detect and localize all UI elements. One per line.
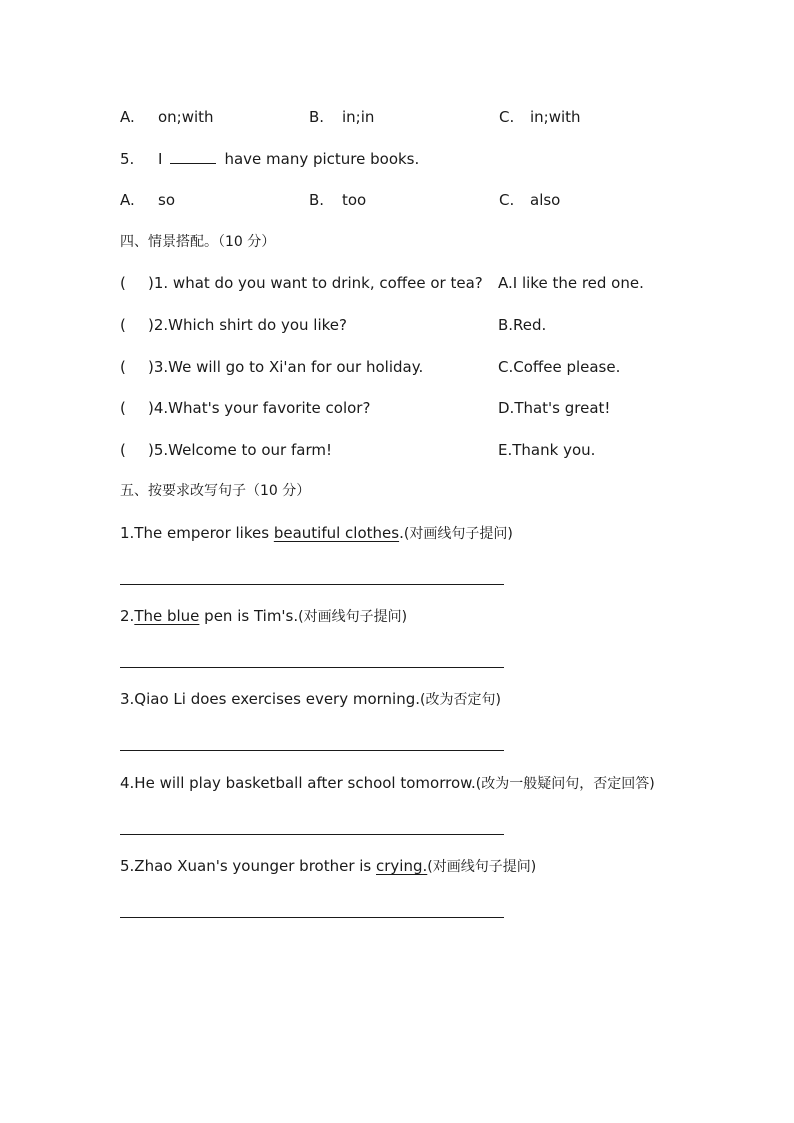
rewrite-item-4 [120, 773, 655, 794]
matching-question: )5.Welcome to our farm! [148, 441, 332, 459]
matching-item-3 [120, 357, 423, 377]
matching-answer-e: E.Thank you. [498, 441, 596, 459]
section-5-title: 五、按要求改写句子（10 分） [120, 483, 311, 499]
rewrite-item-5 [120, 856, 536, 877]
sentence-text: 3.Qiao Li does exercises every morning. [120, 690, 421, 708]
instruction-note: (改为否定句) [420, 692, 501, 708]
matching-question: )1. what do you want to drink, coffee or tea? [148, 274, 483, 292]
answer-line[interactable] [120, 584, 504, 585]
q4-option-b [309, 107, 374, 127]
q5-option-a [120, 190, 175, 210]
option-letter: A. [120, 108, 135, 126]
option-letter: B. [309, 108, 325, 126]
rewrite-item-1 [120, 523, 513, 544]
sentence-text: 2. [120, 607, 135, 625]
option-letter: C. [499, 108, 515, 126]
sentence-text: 1.The emperor likes [120, 524, 274, 542]
question-text-before: I [158, 150, 163, 168]
rewrite-item-2 [120, 606, 407, 627]
sentence-text: . [399, 524, 404, 542]
underlined-text: The blue [134, 607, 200, 625]
matching-answer-b: B.Red. [498, 316, 547, 334]
option-text: so [158, 191, 175, 209]
matching-answer-d: D.That's great! [498, 399, 611, 417]
q5-option-b [309, 190, 366, 210]
answer-paren[interactable]: ( [120, 441, 126, 459]
sentence-text: 5.Zhao Xuan's younger brother is [120, 857, 377, 875]
matching-item-5 [120, 440, 332, 460]
sentence-text: pen is Tim's. [199, 607, 299, 625]
answer-paren[interactable]: ( [120, 274, 126, 292]
option-text: also [530, 191, 561, 209]
underlined-text: crying. [376, 857, 428, 875]
question-number: 5. [120, 150, 135, 168]
option-text: in;with [530, 108, 581, 126]
sentence-text: 4.He will play basketball after school tomorrow. [120, 774, 476, 792]
answer-paren[interactable]: ( [120, 316, 126, 334]
q5-option-c [499, 190, 560, 210]
option-text: in;in [342, 108, 375, 126]
underlined-text: beautiful clothes [273, 524, 400, 542]
instruction-note: (对画线句子提问) [427, 859, 537, 875]
option-text: too [342, 191, 367, 209]
question-5 [120, 149, 419, 169]
q4-option-a [120, 107, 214, 127]
matching-item-1 [120, 273, 483, 293]
instruction-note: (改为一般疑问句，否定回答) [475, 776, 655, 792]
instruction-note: (对画线句子提问) [298, 609, 408, 625]
matching-answer-a: A.I like the red one. [498, 274, 644, 292]
matching-answer-c: C.Coffee please. [498, 358, 621, 376]
option-text: on;with [158, 108, 214, 126]
matching-item-2 [120, 315, 347, 335]
option-letter: C. [499, 191, 515, 209]
answer-paren[interactable]: ( [120, 399, 126, 417]
answer-line[interactable] [120, 917, 504, 918]
answer-line[interactable] [120, 667, 504, 668]
option-letter: A. [120, 191, 135, 209]
matching-question: )3.We will go to Xi'an for our holiday. [148, 358, 424, 376]
rewrite-item-3 [120, 689, 501, 710]
q4-option-c [499, 107, 581, 127]
answer-line[interactable] [120, 750, 504, 751]
section-4-title: 四、情景搭配。（10 分） [120, 234, 276, 250]
question-text-after: have many picture books. [224, 150, 420, 168]
matching-question: )2.Which shirt do you like? [148, 316, 347, 334]
answer-paren[interactable]: ( [120, 358, 126, 376]
answer-line[interactable] [120, 834, 504, 835]
matching-question: )4.What's your favorite color? [148, 399, 371, 417]
option-letter: B. [309, 191, 325, 209]
fill-blank[interactable] [170, 149, 216, 164]
instruction-note: (对画线句子提问) [403, 526, 513, 542]
matching-item-4 [120, 398, 370, 418]
